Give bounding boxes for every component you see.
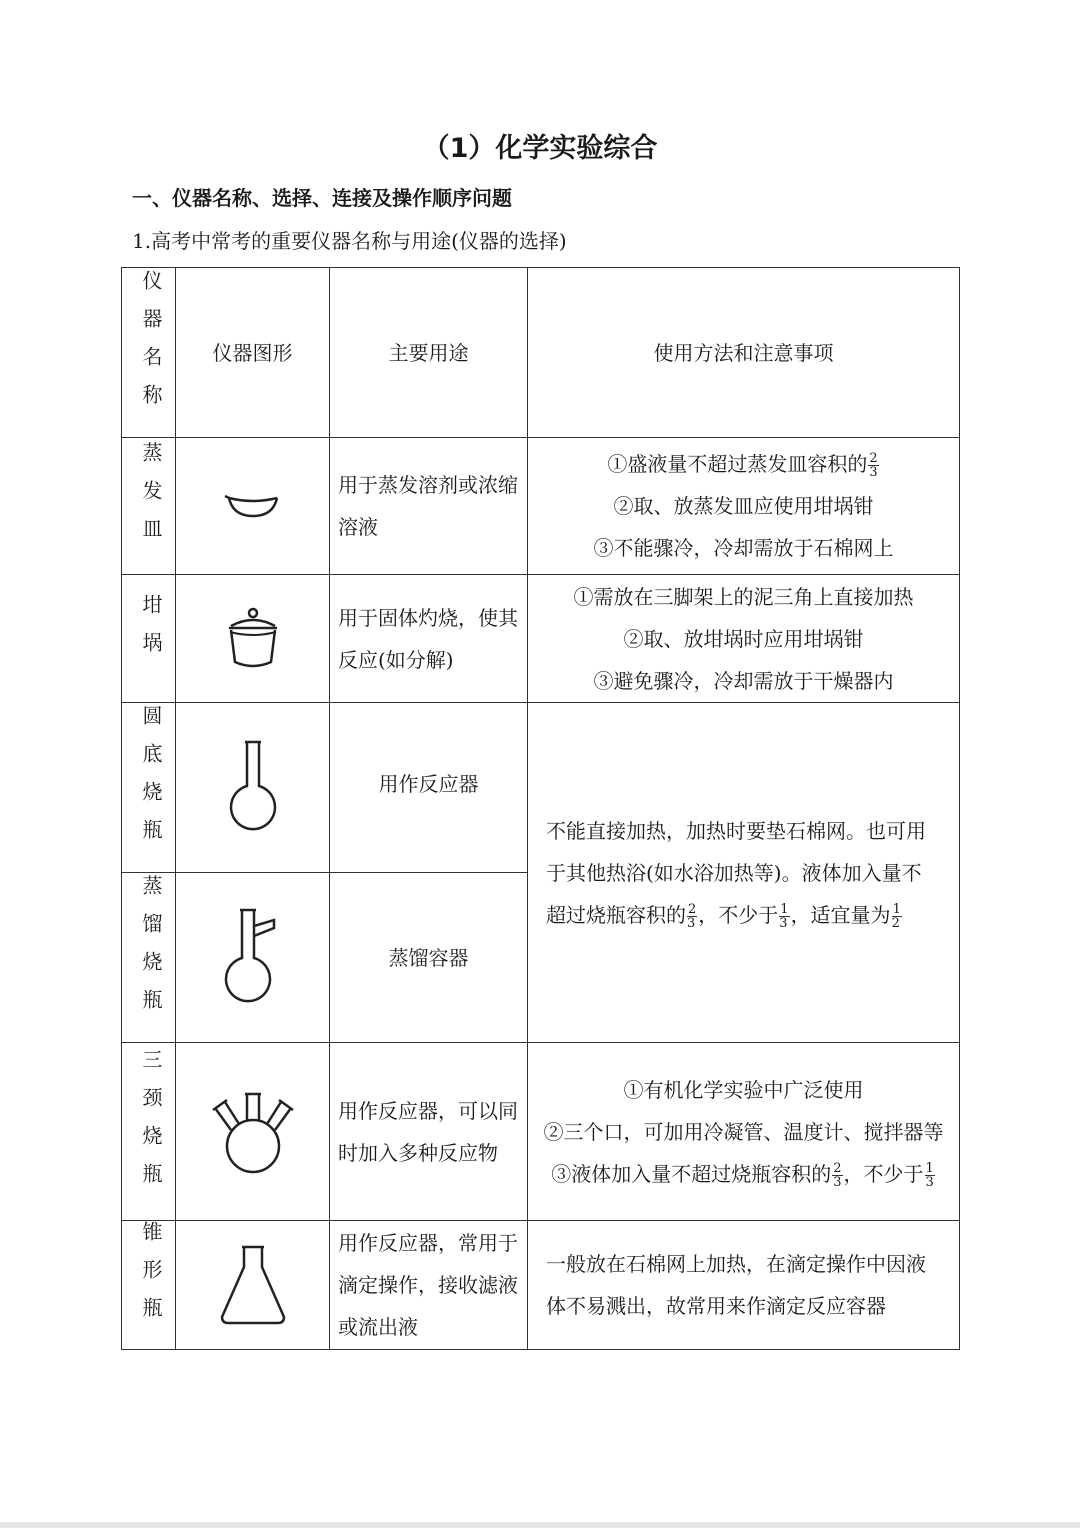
header-name-text: 仪器名称 [139, 269, 163, 422]
instrument-table [121, 267, 960, 1350]
table-row [122, 703, 960, 873]
page-title: （1）化学实验综合 [422, 133, 658, 164]
section-heading: 一、仪器名称、选择、连接及操作顺序问题 [132, 186, 512, 210]
table-header-row [122, 268, 960, 438]
table-row [122, 1221, 960, 1350]
evaporating-dish-icon [223, 490, 283, 522]
fraction: $\frac{1}{3}$ [925, 1160, 934, 1190]
instrument-use: 用于固体灼烧，使其反应(如分解) [330, 575, 528, 703]
table-row [122, 1043, 960, 1221]
table-row [122, 438, 960, 575]
instrument-notes: ①盛液量不超过蒸发皿容积的 $\frac{2}{3}$ ②取、放蒸发皿应使用坩埚钳 ③不能骤冷，冷却需放于石棉网上 [528, 438, 960, 575]
header-figure: 仪器图形 [176, 268, 330, 438]
header-use: 主要用途 [330, 268, 528, 438]
fraction: $\frac{2}{3}$ [833, 1160, 842, 1190]
instrument-name: 三颈烧瓶 [122, 1043, 176, 1221]
instrument-use: 用作反应器，可以同时加入多种反应物 [330, 1043, 528, 1221]
instrument-use: 用于蒸发溶剂或浓缩溶液 [330, 438, 528, 575]
page-bottom-border [0, 1522, 1080, 1528]
instrument-name: 坩埚 [122, 575, 176, 703]
header-name [122, 268, 176, 438]
instrument-notes: ①需放在三脚架上的泥三角上直接加热 ②取、放坩埚时应用坩埚钳 ③避免骤冷，冷却需放于干燥器内 [528, 575, 960, 703]
fraction: $\frac{2}{3}$ [869, 451, 878, 480]
three-neck-flask-icon [205, 1084, 301, 1180]
instrument-use: 蒸馏容器 [330, 873, 528, 1043]
fraction: $\frac{1}{2}$ [891, 901, 901, 931]
instrument-figure [176, 575, 330, 703]
table-row [122, 575, 960, 703]
instrument-use: 用作反应器，常用于滴定操作，接收滤液或流出液 [330, 1221, 528, 1350]
instrument-figure [176, 703, 330, 873]
header-notes: 使用方法和注意事项 [528, 268, 960, 438]
instrument-use: 用作反应器 [330, 703, 528, 873]
instrument-notes: ①有机化学实验中广泛使用 ②三个口，可加用冷凝管、温度计、搅拌器等 ③液体加入量不超过烧瓶容积的 $\frac{2}{3}$ ，不少于 $\frac{1}{3}$ [528, 1043, 960, 1221]
instrument-figure [176, 438, 330, 575]
instrument-figure [176, 1221, 330, 1350]
instrument-figure [176, 873, 330, 1043]
fraction: $\frac{1}{3}$ [779, 901, 789, 931]
instrument-name: 蒸馏烧瓶 [122, 873, 176, 1043]
crucible-icon [225, 606, 281, 672]
distillation-flask-icon [218, 906, 288, 1010]
instrument-figure [176, 1043, 330, 1221]
flask-shared-notes: 不能直接加热，加热时要垫石棉网。也可用于其他热浴(如水浴加热等)。液体加入量不超过烧瓶容积的 $\frac{2}{3}$ ，不少于 $\frac{1}{3}$ ，适宜量为 $\frac{1}{2}$ [528, 703, 960, 1043]
fraction: $\frac{2}{3}$ [687, 901, 697, 931]
instrument-notes: 一般放在石棉网上加热，在滴定操作中因液体不易溅出，故常用来作滴定反应容器 [528, 1221, 960, 1350]
instrument-name: 圆底烧瓶 [122, 703, 176, 873]
instrument-name: 锥形瓶 [122, 1221, 176, 1350]
subsection-heading: 1.高考中常考的重要仪器名称与用途(仪器的选择) [132, 229, 567, 253]
erlenmeyer-flask-icon [218, 1243, 288, 1327]
round-bottom-flask-icon [223, 738, 283, 838]
instrument-name: 蒸发皿 [122, 438, 176, 575]
